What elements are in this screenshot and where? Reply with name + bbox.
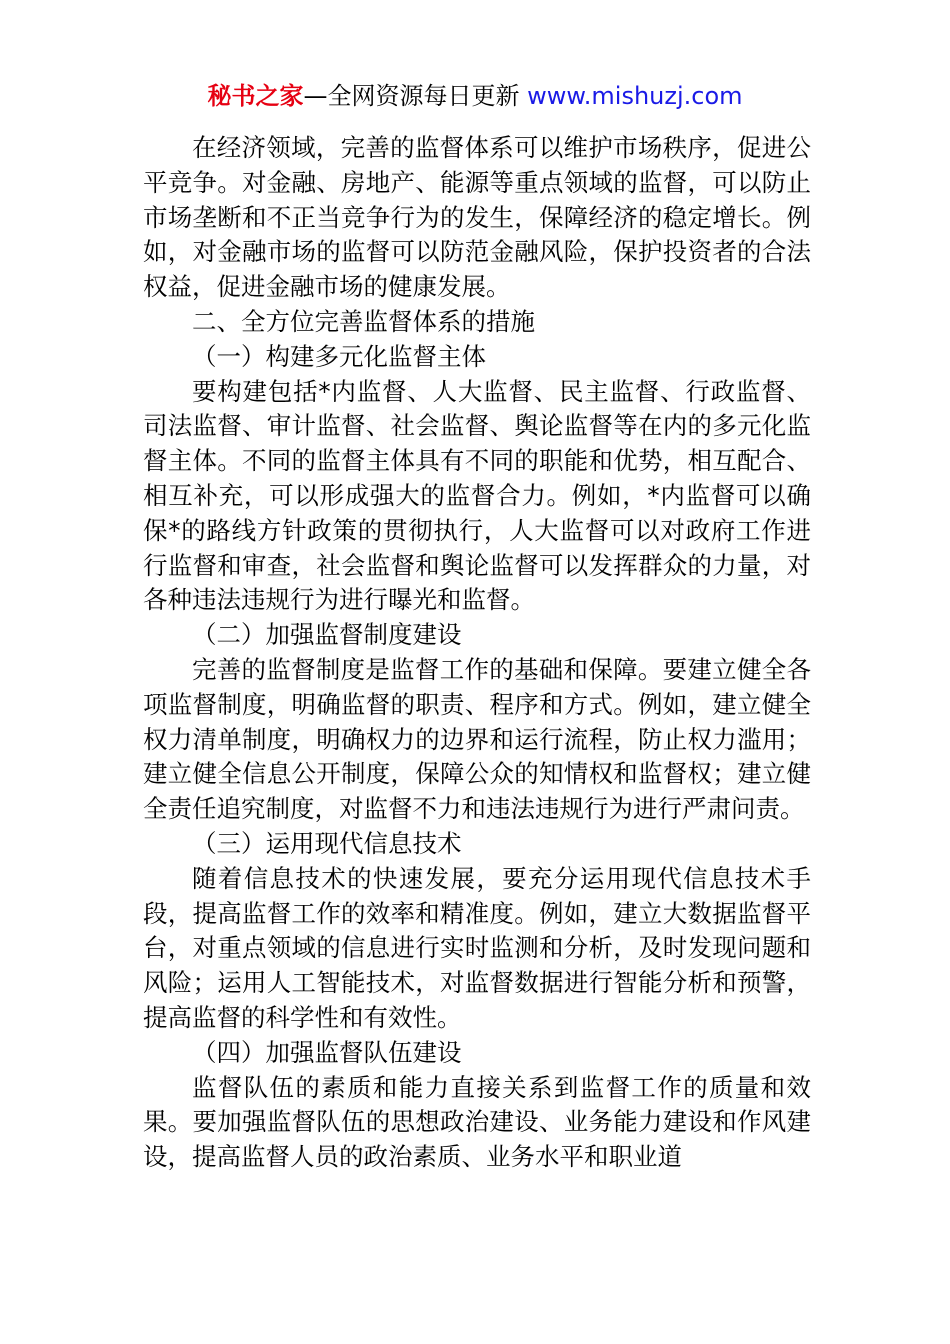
site-brand: 秘书之家 <box>207 82 304 110</box>
paragraph-system: 完善的监督制度是监督工作的基础和保障。要建立健全各项监督制度，明确监督的职责、程序和方式。例如，建立健全权力清单制度，明确权力的边界和运行流程，防止权力滥用；建立健全信息公开制度，保障公众的知情权和监督权；建立健全责任追究制度，对监督不力和违法违规行为进行严肃问责。 <box>143 654 811 824</box>
subheading-3: （三）运用现代信息技术 <box>192 828 462 858</box>
subheading-2: （二）加强监督制度建设 <box>192 620 462 650</box>
subheading-1: （一）构建多元化监督主体 <box>192 341 486 371</box>
section-heading-measures: 二、全方位完善监督体系的措施 <box>192 306 535 336</box>
subheading-4: （四）加强监督队伍建设 <box>192 1037 462 1067</box>
paragraph-subjects: 要构建包括*内监督、人大监督、民主监督、行政监督、司法监督、审计监督、社会监督、舆论监督等在内的多元化监督主体。不同的监督主体具有不同的职能和优势，相互配合、相互补充，可以形成强大的监督合力。例如，*内监督可以确保*的路线方针政策的贯彻执行，人大监督可以对政府工作进行监督和审查，社会监督和舆论监督可以发挥群众的力量，对各种违法违规行为进行曝光和监督。 <box>143 376 811 615</box>
paragraph-economy: 在经济领域，完善的监督体系可以维护市场秩序，促进公平竞争。对金融、房地产、能源等重点领域的监督，可以防止市场垄断和不正当竞争行为的发生，保障经济的稳定增长。例如，对金融市场的监督可以防范金融风险，保护投资者的合法权益，促进金融市场的健康发展。 <box>143 133 811 302</box>
document-body <box>143 131 811 1175</box>
paragraph-team: 监督队伍的素质和能力直接关系到监督工作的质量和效果。要加强监督队伍的思想政治建设、业务能力建设和作风建设，提高监督人员的政治素质、业务水平和职业道 <box>143 1072 811 1172</box>
site-tagline: —全网资源每日更新 <box>303 82 528 110</box>
page-header <box>0 80 950 112</box>
paragraph-technology: 随着信息技术的快速发展，要充分运用现代信息技术手段，提高监督工作的效率和精准度。例如，建立大数据监督平台，对重点领域的信息进行实时监测和分析，及时发现问题和风险；运用人工智能技术，对监督数据进行智能分析和预警，提高监督的科学性和有效性。 <box>143 863 811 1032</box>
site-url[interactable]: www.mishuzj.com <box>527 82 743 110</box>
